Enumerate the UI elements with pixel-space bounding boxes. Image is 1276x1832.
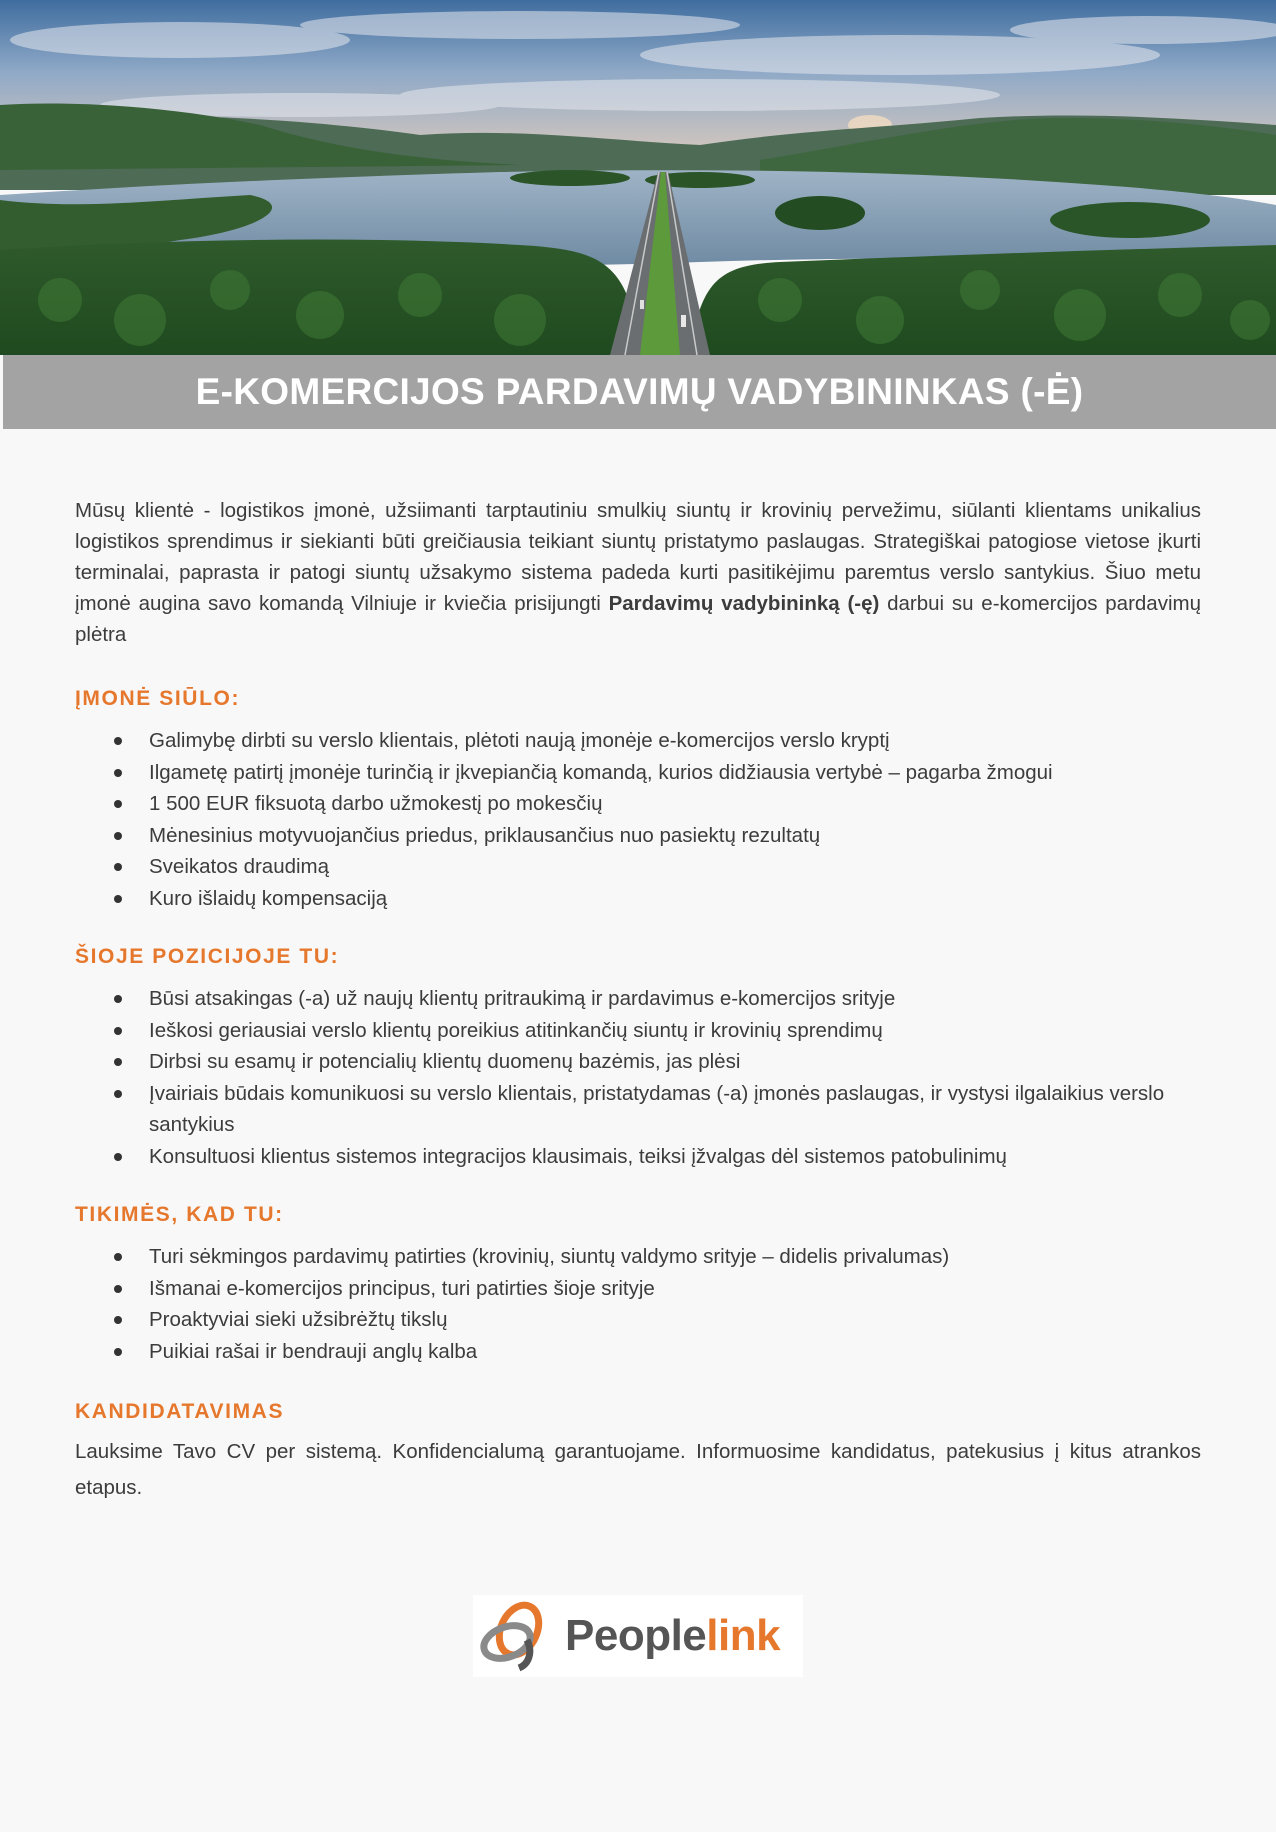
hero-image (0, 0, 1276, 355)
section-heading-offers: ĮMONĖ SIŪLO: (75, 687, 241, 710)
bullet-icon (114, 1153, 122, 1161)
list-item: Sveikatos draudimą (75, 851, 1201, 883)
bullet-icon (114, 895, 122, 903)
list-item: Mėnesinius motyvuojančius priedus, priklausančius nuo pasiektų rezultatų (75, 820, 1201, 852)
section-heading-role: ŠIOJE POZICIJOJE TU: (75, 945, 340, 968)
list-item: Dirbsi su esamų ir potencialių klientų duomenų bazėmis, jas plėsi (75, 1046, 1201, 1078)
intro-text: Mūsų klientė - logistikos įmonė, užsiimanti tarptautiniu smulkių siuntų ir krovinių pervežimu, siūlanti klientams unikalius logistikos sprendimus ir siekianti būti greičiausia teikiant siuntų pristatymo paslaugas. Strategiškai patogiose vietose įkurti terminalai, paprasta ir patogi siuntų užsakymo sistema padeda kurti pasitikėjimu paremtus verslo santykius. Šiuo metu įmonė augina savo komandą Vilniuje ir kviečia prisijungti (75, 499, 1201, 615)
list-item: Puikiai rašai ir bendrauji anglų kalba (75, 1336, 1201, 1368)
list-item: Ieškosi geriausiai verslo klientų poreikius atitinkančių siuntų ir krovinių sprendimų (75, 1015, 1201, 1047)
list-item: Išmanai e-komercijos principus, turi patirties šioje srityje (75, 1273, 1201, 1305)
bullet-icon (114, 769, 122, 777)
list-item: Proaktyviai sieki užsibrėžtų tikslų (75, 1304, 1201, 1336)
bullet-icon (114, 1348, 122, 1356)
bullet-icon (114, 1058, 122, 1066)
expect-list (75, 1241, 1201, 1367)
bullet-icon (114, 832, 122, 840)
bullet-icon (114, 800, 122, 808)
job-description (75, 495, 1201, 1506)
bullet-icon (114, 1316, 122, 1324)
logo-wordmark: Peoplelink (565, 1611, 781, 1660)
interlocking-rings-logo-icon (477, 1600, 553, 1672)
bullet-icon (114, 1253, 122, 1261)
bullet-icon (114, 737, 122, 745)
list-item: Galimybę dirbti su verslo klientais, plėtoti naują įmonėje e-komercijos verslo kryptį (75, 725, 1201, 757)
list-item: Kuro išlaidų kompensaciją (75, 883, 1201, 915)
intro-position-bold: Pardavimų vadybininką (-ę) (608, 592, 880, 615)
offers-list (75, 725, 1201, 914)
list-item: Būsi atsakingas (-a) už naujų klientų pritraukimą ir pardavimus e-komercijos srityje (75, 983, 1201, 1015)
role-list (75, 983, 1201, 1172)
intro-paragraph (75, 495, 1201, 650)
list-item: Turi sėkmingos pardavimų patirties (krovinių, siuntų valdymo srityje – didelis privalumas) (75, 1241, 1201, 1273)
peoplelink-logo (473, 1595, 803, 1677)
apply-text: Lauksime Tavo CV per sistemą. Konfidencialumą garantuojame. Informuosime kandidatus, patekusius į kitus atrankos etapus. (75, 1440, 1201, 1499)
list-item: Ilgametę patirtį įmonėje turinčią ir įkvepiančią komandą, kurios didžiausia vertybė – pagarba žmogui (75, 757, 1201, 789)
list-item: Konsultuosi klientus sistemos integracijos klausimais, teiksi įžvalgas dėl sistemos patobulinimų (75, 1141, 1201, 1173)
page-title: E-KOMERCIJOS PARDAVIMŲ VADYBININKAS (-Ė) (195, 371, 1084, 412)
bullet-icon (114, 995, 122, 1003)
bullet-icon (114, 1090, 122, 1098)
section-heading-apply: KANDIDATAVIMAS (75, 1400, 285, 1423)
list-item: Įvairiais būdais komunikuosi su verslo klientais, pristatydamas (-a) įmonės paslaugas, ir vystysi ilgalaikius verslo santykius (75, 1078, 1201, 1141)
title-bar (3, 355, 1276, 429)
bullet-icon (114, 1285, 122, 1293)
intro-text-end: darbui su e-komercijos pardavimų plėtra (75, 592, 1201, 646)
list-item: 1 500 EUR fiksuotą darbo užmokestį po mokesčių (75, 788, 1201, 820)
bullet-icon (114, 863, 122, 871)
bullet-icon (114, 1027, 122, 1035)
section-heading-expect: TIKIMĖS, KAD TU: (75, 1203, 284, 1226)
